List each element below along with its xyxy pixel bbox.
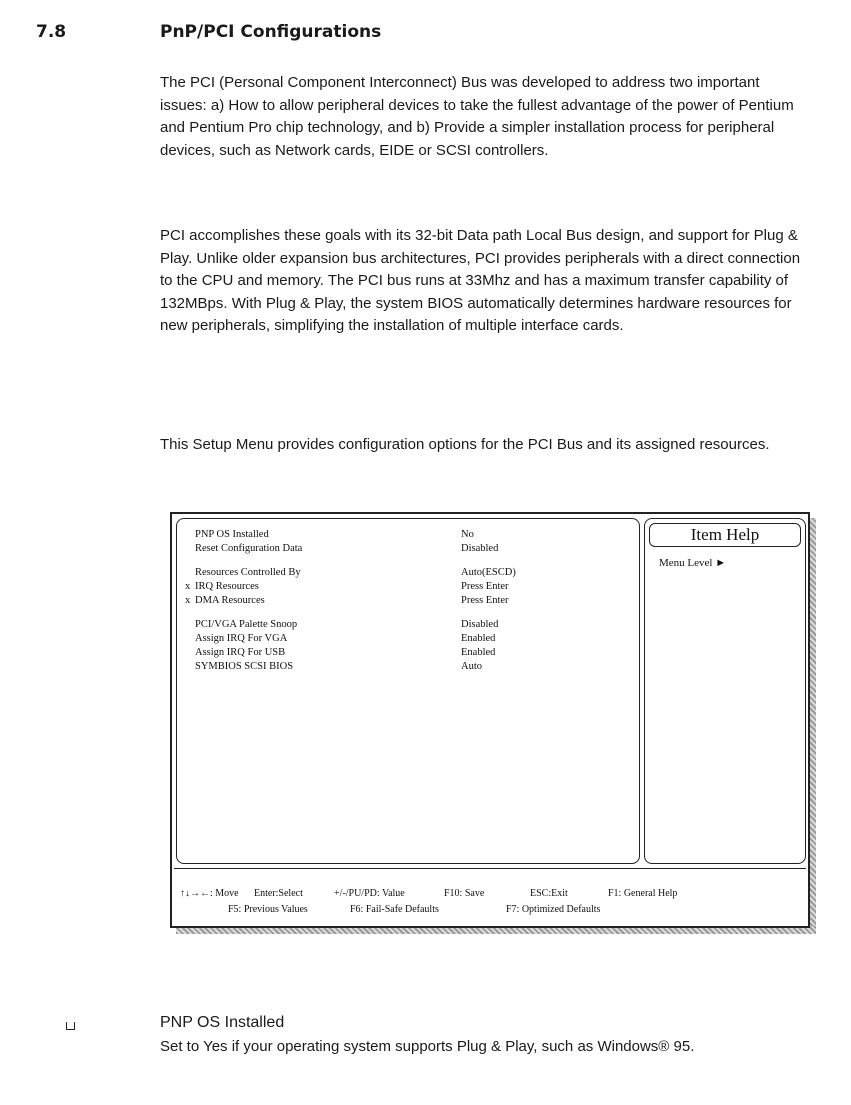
bios-row-label: PCI/VGA Palette Snoop (195, 619, 298, 630)
paragraph-pci-intro: The PCI (Personal Component Interconnect) Bus was developed to address two important issues: a) How to allow peripheral devices to take the fullest advantage of the power of Pentium and Pentium Pro chip technology, and b) Provide a simpler installation process for peripheral devices, such as Network cards, EIDE or SCSI controllers. (160, 74, 794, 159)
bios-row-value[interactable]: Press Enter (461, 595, 509, 606)
bios-row-irq-vga[interactable] (185, 633, 496, 644)
bios-row-irq-resources[interactable] (185, 581, 509, 592)
bios-row-resources-controlled[interactable] (185, 567, 516, 578)
section-number: 7.8 (36, 22, 67, 42)
footer-move-keys: ↑↓→←: Move (180, 888, 239, 899)
checkbox-bullet-icon (66, 1022, 75, 1030)
bios-row-label: SYMBIOS SCSI BIOS (195, 661, 294, 672)
item-help-title: Item Help (649, 523, 801, 547)
bios-row-value[interactable]: Enabled (461, 633, 496, 644)
submenu-marker: x (185, 581, 191, 592)
bios-setup-screen (170, 512, 808, 928)
bios-row-value[interactable]: Disabled (461, 543, 499, 554)
bios-row-dma-resources[interactable] (185, 595, 509, 606)
footer-help-key: F1: General Help (608, 888, 678, 899)
footer-divider (174, 868, 806, 869)
bios-row-reset-config[interactable] (185, 543, 499, 554)
footer-optimized-key: F7: Optimized Defaults (506, 904, 601, 915)
bios-row-irq-usb[interactable] (185, 647, 496, 658)
option-name: PNP OS Installed (160, 1014, 285, 1031)
option-description: Set to Yes if your operating system supports Plug & Play, such as Windows® 95. (160, 1038, 695, 1055)
item-help-pane (644, 518, 806, 864)
bios-row-label: PNP OS Installed (195, 529, 269, 540)
bios-row-label: Assign IRQ For USB (195, 647, 286, 658)
footer-exit-key: ESC:Exit (530, 888, 568, 899)
bios-row-value[interactable]: Auto(ESCD) (461, 567, 516, 578)
paragraph-pci-goals: PCI accomplishes these goals with its 32-bit Data path Local Bus design, and support for Plug & Play. Unlike older expansion bus architectures, PCI provides peripherals with a direct connection to the CPU and memory. The PCI bus runs at 33Mhz and has a maximum transfer capability of 132MBps. With Plug & Play, the system BIOS automatically determines hardware resources for new peripherals, simplifying the installation of multiple interface cards. (160, 227, 801, 334)
footer-enter-key: Enter:Select (254, 888, 303, 899)
bios-row-label: DMA Resources (195, 595, 265, 606)
bios-frame (170, 512, 810, 928)
footer-save-key: F10: Save (444, 888, 485, 899)
bios-row-value[interactable]: Auto (461, 661, 482, 672)
bios-row-vga-palette-snoop[interactable] (185, 619, 499, 630)
bios-row-value[interactable]: Press Enter (461, 581, 509, 592)
bios-row-label: Reset Configuration Data (195, 543, 303, 554)
bios-row-label: Assign IRQ For VGA (195, 633, 288, 644)
bios-row-value[interactable]: Disabled (461, 619, 499, 630)
bios-settings-pane (176, 518, 640, 864)
footer-previous-values-key: F5: Previous Values (228, 904, 308, 915)
menu-level-indicator: Menu Level ► (659, 557, 727, 569)
bios-row-label: IRQ Resources (195, 581, 259, 592)
paragraph-setup-menu: This Setup Menu provides configuration options for the PCI Bus and its assigned resources. (160, 436, 770, 453)
bios-row-value[interactable]: No (461, 529, 474, 540)
bios-row-pnp-os[interactable] (185, 529, 474, 540)
submenu-marker: x (185, 595, 191, 606)
footer-failsafe-key: F6: Fail-Safe Defaults (350, 904, 439, 915)
bios-row-label: Resources Controlled By (195, 567, 301, 578)
footer-value-keys: +/-/PU/PD: Value (334, 888, 405, 899)
section-title: PnP/PCI Configurations (160, 22, 382, 42)
bios-row-symbios-scsi[interactable] (185, 661, 482, 672)
bios-row-value[interactable]: Enabled (461, 647, 496, 658)
